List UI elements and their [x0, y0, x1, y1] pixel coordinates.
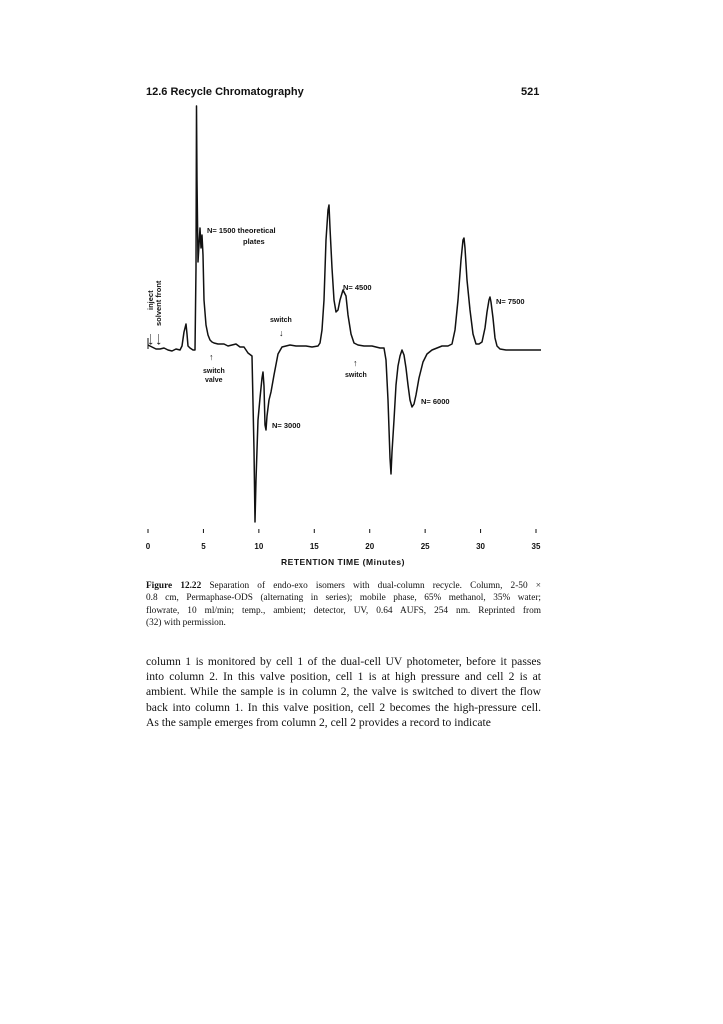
annotation-switch-2: switch: [345, 372, 367, 379]
caption-line: 0.8 cm, Permaphase-ODS (alternating in series); mobile phase, 65% methanol, 35% water;: [146, 593, 541, 604]
annotation-n6000: N= 6000: [421, 397, 450, 406]
body-line: back into column 1. In this valve position, cell 2 becomes the high-pressure cell.: [146, 700, 541, 714]
arrow-up-switch-valve-icon: ↑: [209, 352, 214, 362]
annotation-n3000: N= 3000: [272, 421, 301, 430]
running-header-section: 12.6 Recycle Chromatography: [146, 86, 304, 98]
x-tick-label-0: 0: [145, 542, 151, 551]
arrow-solvent-front-icon: ⟵: [154, 333, 163, 345]
body-paragraph: [146, 654, 541, 730]
annotation-n1500: N= 1500 theoretical plates: [207, 226, 276, 246]
annotation-n7500: N= 7500: [496, 297, 525, 306]
x-axis-ticks: [148, 529, 536, 533]
x-tick-label-35: 35: [531, 542, 541, 551]
arrow-up-switch-icon: ↑: [353, 358, 358, 368]
annotation-n4500: N= 4500: [343, 283, 372, 292]
body-line: into column 2. In this valve position, cell 1 is at high pressure and cell 2 is at: [146, 670, 541, 684]
x-tick-label-10: 10: [254, 542, 264, 551]
x-tick-label-25: 25: [420, 542, 430, 551]
caption-line: flowrate, 10 ml/min; temp., ambient; detector, UV, 0.64 AUFS, 254 nm. Reprinted from: [146, 605, 541, 616]
caption-line: (32) with permission.: [146, 618, 226, 629]
x-axis-tick-labels: [146, 542, 541, 551]
x-tick-label-5: 5: [201, 542, 206, 551]
arrow-down-switch-icon: ↓: [279, 328, 284, 338]
annotation-inject: inject: [146, 290, 155, 310]
chromatogram-trace: [148, 106, 541, 522]
x-tick-label-30: 30: [476, 542, 486, 551]
x-tick-label-20: 20: [365, 542, 375, 551]
annotation-solvent-front: solvent front: [154, 280, 163, 326]
body-line: column 1 is monitored by cell 1 of the dual-cell UV photometer, before it passes: [146, 655, 541, 668]
page-number: 521: [521, 86, 540, 98]
x-tick-label-15: 15: [309, 542, 319, 551]
annotation-switch-1: switch: [270, 317, 292, 324]
figure-caption: [146, 580, 541, 630]
x-axis-label: RETENTION TIME (Minutes): [281, 557, 405, 567]
body-line: ambient. While the sample is in column 2, the valve is switched to divert the flow: [146, 685, 541, 699]
caption-line: Separation of endo-exo isomers with dual-column recycle. Column, 2-50 ×: [209, 581, 541, 591]
arrow-inject-icon: ⟵: [146, 333, 155, 345]
annotation-switch-valve: switch valve: [203, 368, 225, 384]
figure-label: Figure 12.22: [146, 581, 202, 591]
body-line: As the sample emerges from column 2, cell 2 provides a record to indicate: [146, 715, 491, 729]
